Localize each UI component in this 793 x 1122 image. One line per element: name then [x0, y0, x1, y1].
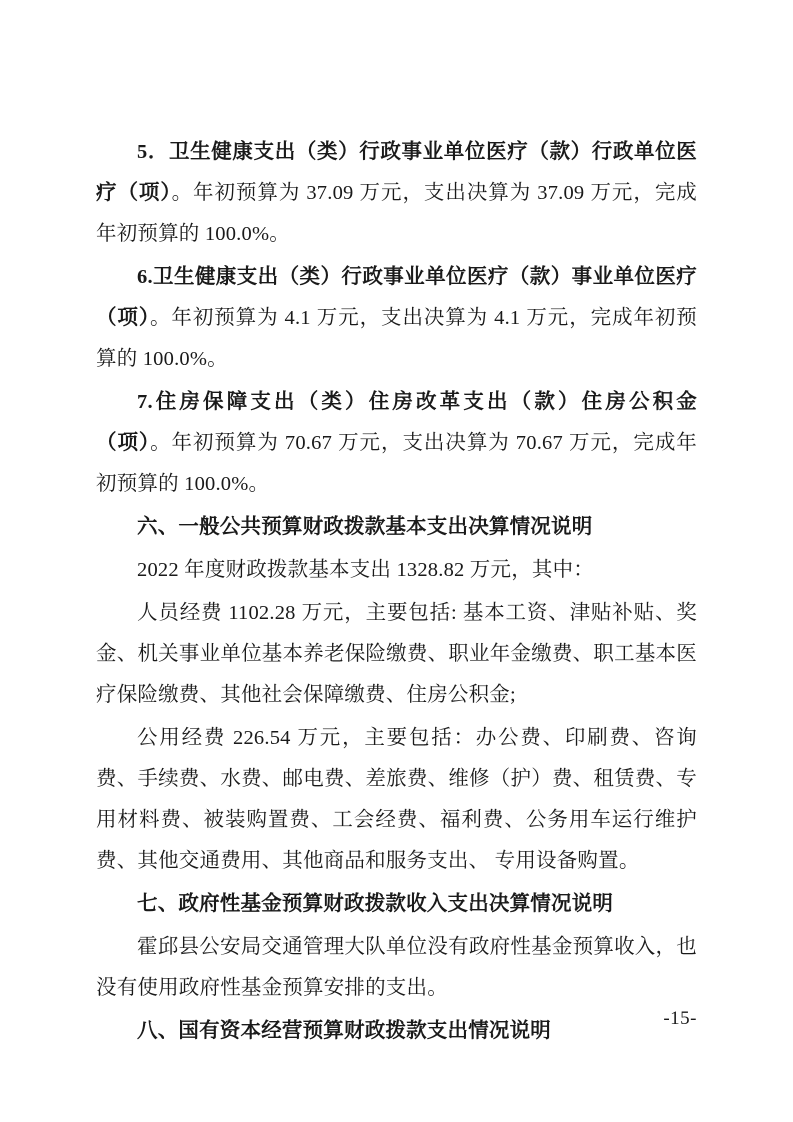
document-body — [96, 132, 697, 1052]
paragraph-item-5 — [96, 132, 697, 255]
section-6-heading — [96, 507, 697, 548]
section-6-paragraph-1 — [96, 550, 697, 591]
section-6-paragraph-3 — [96, 718, 697, 882]
paragraph-item-7-text: 。年初预算为 70.67 万元，支出决算为 70.67 万元，完成年初预算的 100.0%。 — [96, 432, 697, 495]
section-7-paragraph-1-text: 霍邱县公安局交通管理大队单位没有政府性基金预算收入，也没有使用政府性基金预算安排的支出。 — [96, 936, 697, 999]
section-7-heading-text: 七、政府性基金预算财政拨款收入支出决算情况说明 — [137, 893, 614, 915]
paragraph-item-7 — [96, 382, 697, 505]
section-8-heading-text: 八、国有资本经营预算财政拨款支出情况说明 — [137, 1020, 551, 1042]
section-7-heading — [96, 884, 697, 925]
page-number: -15- — [663, 1008, 697, 1029]
paragraph-item-5-text: 。年初预算为 37.09 万元，支出决算为 37.09 万元，完成年初预算的 100.0%。 — [96, 182, 697, 245]
paragraph-item-6-text: 。年初预算为 4.1 万元，支出决算为 4.1 万元，完成年初预算的 100.0%。 — [96, 307, 697, 370]
section-7-paragraph-1 — [96, 927, 697, 1009]
paragraph-item-6-prefix: 6.卫生健康支出（类）行政事业单位医疗（款）事业单位医疗（项） — [96, 266, 697, 329]
section-6-paragraph-1-text: 2022 年度财政拨款基本支出 1328.82 万元，其中： — [137, 559, 594, 581]
section-6-paragraph-2-text: 人员经费 1102.28 万元，主要包括: 基本工资、津贴补贴、奖金、机关事业单位基本养老保险缴费、职业年金缴费、职工基本医疗保险缴费、其他社会保障缴费、住房公积金; — [96, 602, 697, 706]
paragraph-item-5-prefix: 5．卫生健康支出（类）行政事业单位医疗（款）行政单位医疗（项） — [96, 141, 697, 204]
section-6-paragraph-2 — [96, 593, 697, 716]
paragraph-item-6 — [96, 257, 697, 380]
paragraph-item-7-prefix: 7.住房保障支出（类）住房改革支出（款）住房公积金（项） — [96, 391, 697, 454]
section-6-paragraph-3-text: 公用经费 226.54 万元，主要包括：办公费、印刷费、咨询费、手续费、水费、邮电费、差旅费、维修（护）费、租赁费、专用材料费、被装购置费、工会经费、福利费、公务用车运行维护费、其他交通费用、其他商品和服务支出、 专用设备购置。 — [96, 727, 697, 872]
section-6-heading-text: 六、一般公共预算财政拨款基本支出决算情况说明 — [137, 516, 593, 538]
section-8-heading — [96, 1011, 697, 1052]
